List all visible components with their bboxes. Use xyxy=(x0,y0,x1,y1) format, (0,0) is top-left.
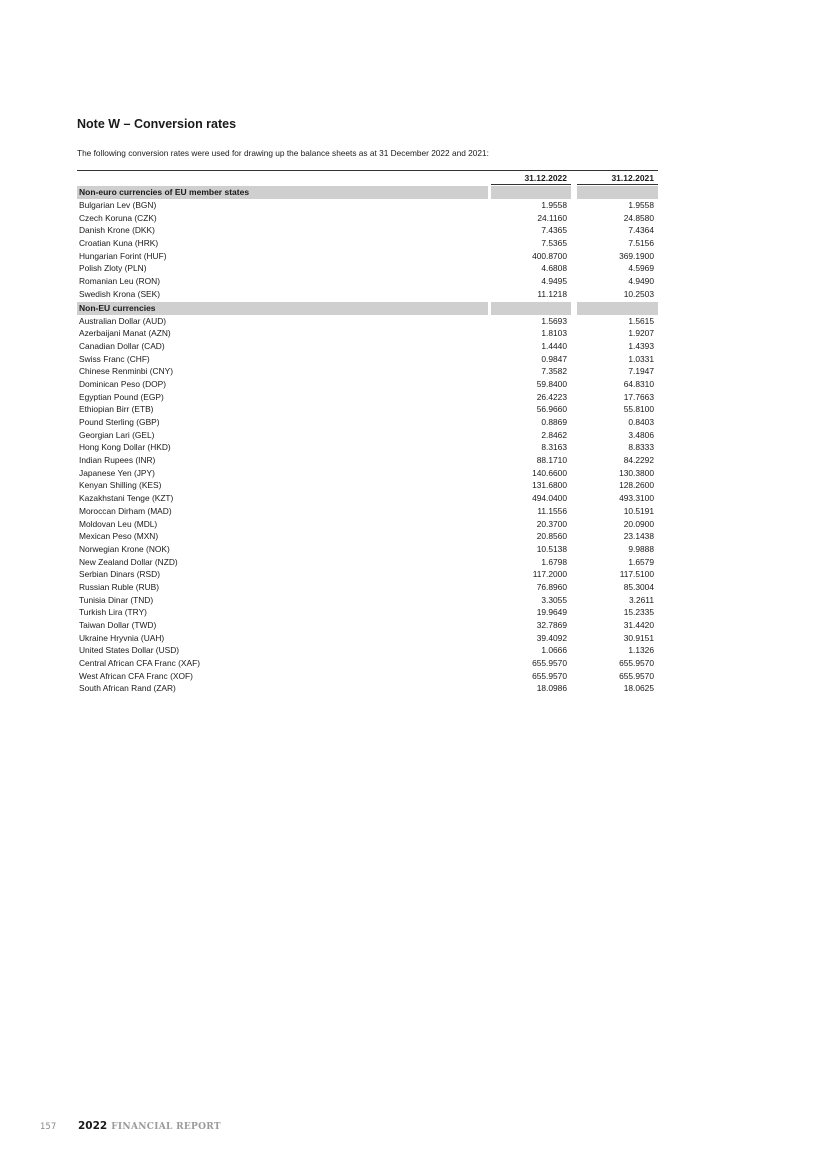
currency-name: Dominican Peso (DOP) xyxy=(79,378,167,389)
rate-2021: 7.5156 xyxy=(628,238,654,249)
rate-2022: 10.5138 xyxy=(536,543,567,554)
rate-2021: 64.8310 xyxy=(623,378,654,389)
table-row xyxy=(77,530,658,543)
rate-2021: 10.5191 xyxy=(623,505,654,516)
rate-2021: 1.9558 xyxy=(628,200,654,210)
table-row xyxy=(77,288,658,301)
table-row xyxy=(77,594,658,607)
table-row xyxy=(77,632,658,645)
section-label: Non-euro currencies of EU member states xyxy=(77,186,488,199)
report-year: 2022 xyxy=(78,1120,108,1132)
rate-2021: 655.9570 xyxy=(619,670,654,681)
rate-2021: 85.3004 xyxy=(623,581,654,592)
rate-2022: 88.1710 xyxy=(536,455,567,466)
currency-name: Moroccan Dirham (MAD) xyxy=(79,505,172,516)
table-row xyxy=(77,262,658,275)
rate-2021: 17.7663 xyxy=(623,391,654,402)
rate-2022: 400.8700 xyxy=(532,250,567,261)
rate-2021: 655.9570 xyxy=(619,658,654,669)
rate-2022: 8.3163 xyxy=(541,442,567,453)
report-name: FINANCIAL REPORT xyxy=(111,1122,221,1132)
rate-2022: 1.0666 xyxy=(541,645,567,656)
rate-2022: 1.9558 xyxy=(541,200,567,210)
section-label: Non-EU currencies xyxy=(77,302,488,315)
currency-name: Polish Zloty (PLN) xyxy=(79,263,147,274)
rate-2022: 56.9660 xyxy=(536,404,567,415)
rate-2021: 1.4393 xyxy=(628,340,654,351)
rate-2021: 128.2600 xyxy=(619,480,654,491)
rate-2021: 8.8333 xyxy=(628,442,654,453)
currency-name: Ethiopian Birr (ETB) xyxy=(79,404,154,415)
rate-2022: 1.4440 xyxy=(541,340,567,351)
rate-2022: 1.6798 xyxy=(541,556,567,567)
currency-name: Romanian Leu (RON) xyxy=(79,276,160,287)
rate-2022: 32.7869 xyxy=(536,620,567,630)
table-row xyxy=(77,505,658,518)
header-2021: 31.12.2021 xyxy=(577,172,658,185)
rate-2022: 1.5693 xyxy=(541,315,567,326)
rate-2022: 7.5365 xyxy=(541,238,567,249)
section-fill xyxy=(577,186,658,199)
rate-2021: 1.1326 xyxy=(628,645,654,656)
table-row xyxy=(77,670,658,683)
table-row xyxy=(77,644,658,657)
table-row xyxy=(77,237,658,250)
header-2022: 31.12.2022 xyxy=(491,172,571,185)
currency-name: New Zealand Dollar (NZD) xyxy=(79,556,178,567)
currency-name: Indian Rupees (INR) xyxy=(79,455,156,466)
rate-2021: 31.4420 xyxy=(623,620,654,630)
currency-name: South African Rand (ZAR) xyxy=(79,683,176,694)
section-header-row xyxy=(77,186,658,199)
rate-2021: 130.3800 xyxy=(619,467,654,478)
currency-name: Ukraine Hryvnia (UAH) xyxy=(79,632,165,643)
rate-2022: 0.9847 xyxy=(541,353,567,364)
rate-2021: 20.0900 xyxy=(623,518,654,529)
rate-2022: 140.6600 xyxy=(532,467,567,478)
currency-name: Azerbaijani Manat (AZN) xyxy=(79,328,171,339)
rate-2021: 493.3100 xyxy=(619,493,654,504)
table-row xyxy=(77,492,658,505)
currency-name: Danish Krone (DKK) xyxy=(79,225,155,236)
rate-2021: 1.5615 xyxy=(628,315,654,326)
table-row xyxy=(77,454,658,467)
currency-name: Norwegian Krone (NOK) xyxy=(79,543,170,554)
table-row xyxy=(77,365,658,378)
table-row xyxy=(77,340,658,353)
table-row xyxy=(77,429,658,442)
rate-2022: 19.9649 xyxy=(536,607,567,618)
header-currency xyxy=(77,172,488,185)
rate-2021: 24.8580 xyxy=(623,212,654,223)
table-row xyxy=(77,682,658,695)
page-footer xyxy=(40,1120,221,1132)
intro-text: The following conversion rates were used for drawing up the balance sheets as at 31 December 2022 and 2021: xyxy=(77,148,489,158)
rate-2022: 655.9570 xyxy=(532,670,567,681)
rate-2021: 4.9490 xyxy=(628,276,654,287)
table-row xyxy=(77,606,658,619)
rate-2021: 7.4364 xyxy=(628,225,654,236)
rate-2021: 1.6579 xyxy=(628,556,654,567)
page-title: Note W – Conversion rates xyxy=(77,117,237,131)
currency-name: Serbian Dinars (RSD) xyxy=(79,569,160,580)
rate-2021: 3.4806 xyxy=(628,429,654,440)
currency-name: Tunisia Dinar (TND) xyxy=(79,594,154,605)
rate-2021: 4.5969 xyxy=(628,263,654,274)
currency-name: Georgian Lari (GEL) xyxy=(79,429,155,440)
table-row xyxy=(77,518,658,531)
currency-name: Hong Kong Dollar (HKD) xyxy=(79,442,171,453)
conversion-rates-table xyxy=(77,170,658,695)
currency-name: Australian Dollar (AUD) xyxy=(79,315,167,326)
currency-name: Central African CFA Franc (XAF) xyxy=(79,658,201,669)
section-fill xyxy=(491,186,571,199)
rate-2021: 30.9151 xyxy=(623,632,654,643)
section-header-row xyxy=(77,302,658,315)
table-header-row xyxy=(77,172,658,185)
page-number: 157 xyxy=(40,1122,57,1132)
table-row xyxy=(77,657,658,670)
section-fill xyxy=(491,302,571,315)
rate-2022: 76.8960 xyxy=(536,581,567,592)
rate-2022: 117.2000 xyxy=(532,569,567,580)
table-row xyxy=(77,199,658,212)
rate-2021: 15.2335 xyxy=(623,607,654,618)
rate-2022: 2.8462 xyxy=(541,429,567,440)
table-row xyxy=(77,581,658,594)
table-row xyxy=(77,224,658,237)
rate-2022: 11.1218 xyxy=(537,288,567,299)
currency-name: Mexican Peso (MXN) xyxy=(79,531,159,542)
currency-name: Bulgarian Lev (BGN) xyxy=(79,200,157,210)
rate-2022: 20.3700 xyxy=(536,518,567,529)
currency-name: Moldovan Leu (MDL) xyxy=(79,518,158,529)
section-fill xyxy=(577,302,658,315)
currency-name: Taiwan Dollar (TWD) xyxy=(79,620,157,630)
rate-2022: 24.1160 xyxy=(537,212,567,223)
currency-name: Turkish Lira (TRY) xyxy=(79,607,147,618)
rate-2022: 7.3582 xyxy=(541,366,567,377)
currency-name: Japanese Yen (JPY) xyxy=(79,467,155,478)
rate-2022: 131.6800 xyxy=(532,480,567,491)
table-row xyxy=(77,619,658,632)
table-row xyxy=(77,416,658,429)
rate-2022: 4.9495 xyxy=(541,276,567,287)
table-row xyxy=(77,467,658,480)
currency-name: Czech Koruna (CZK) xyxy=(79,212,157,223)
rate-2022: 7.4365 xyxy=(541,225,567,236)
rate-2021: 23.1438 xyxy=(623,531,654,542)
table-row xyxy=(77,378,658,391)
currency-name: United States Dollar (USD) xyxy=(79,645,180,656)
table-row xyxy=(77,250,658,263)
table-row xyxy=(77,479,658,492)
rate-2022: 26.4223 xyxy=(536,391,567,402)
currency-name: Kazakhstani Tenge (KZT) xyxy=(79,493,174,504)
rate-2021: 9.9888 xyxy=(628,543,654,554)
table-row xyxy=(77,353,658,366)
rate-2021: 84.2292 xyxy=(623,455,654,466)
table-row xyxy=(77,556,658,569)
table-row xyxy=(77,327,658,340)
table-row xyxy=(77,315,658,328)
currency-name: Kenyan Shilling (KES) xyxy=(79,480,162,491)
rate-2022: 655.9570 xyxy=(532,658,567,669)
rate-2022: 494.0400 xyxy=(532,493,567,504)
table-row xyxy=(77,212,658,225)
rate-2022: 1.8103 xyxy=(541,328,567,339)
rate-2022: 39.4092 xyxy=(536,632,567,643)
rate-2021: 18.0625 xyxy=(623,683,654,694)
table-row xyxy=(77,275,658,288)
rate-2022: 18.0986 xyxy=(536,683,567,694)
table-row xyxy=(77,403,658,416)
currency-name: West African CFA Franc (XOF) xyxy=(79,670,193,681)
rate-2021: 1.9207 xyxy=(628,328,654,339)
rate-2021: 10.2503 xyxy=(623,288,654,299)
rate-2021: 1.0331 xyxy=(628,353,654,364)
rate-2021: 7.1947 xyxy=(628,366,654,377)
rate-2021: 55.8100 xyxy=(623,404,654,415)
currency-name: Swiss Franc (CHF) xyxy=(79,353,150,364)
table-row xyxy=(77,441,658,454)
currency-name: Croatian Kuna (HRK) xyxy=(79,238,159,249)
table-row xyxy=(77,543,658,556)
rate-2022: 59.8400 xyxy=(536,378,567,389)
currency-name: Chinese Renminbi (CNY) xyxy=(79,366,174,377)
rate-2022: 0.8869 xyxy=(541,417,567,427)
rate-2021: 0.8403 xyxy=(628,417,654,427)
table-row xyxy=(77,391,658,404)
rate-2022: 20.8560 xyxy=(536,531,567,542)
table-row xyxy=(77,568,658,581)
currency-name: Canadian Dollar (CAD) xyxy=(79,340,165,351)
rate-2022: 3.3055 xyxy=(541,594,567,605)
currency-name: Hungarian Forint (HUF) xyxy=(79,250,167,261)
currency-name: Egyptian Pound (EGP) xyxy=(79,391,164,402)
currency-name: Russian Ruble (RUB) xyxy=(79,581,160,592)
rate-2021: 369.1900 xyxy=(619,250,654,261)
rate-2021: 117.5100 xyxy=(619,569,654,580)
rate-2021: 3.2611 xyxy=(629,594,654,605)
currency-name: Pound Sterling (GBP) xyxy=(79,417,160,427)
table-body xyxy=(77,186,658,695)
rate-2022: 4.6808 xyxy=(541,263,567,274)
currency-name: Swedish Krona (SEK) xyxy=(79,288,160,299)
rate-2022: 11.1556 xyxy=(537,505,567,516)
